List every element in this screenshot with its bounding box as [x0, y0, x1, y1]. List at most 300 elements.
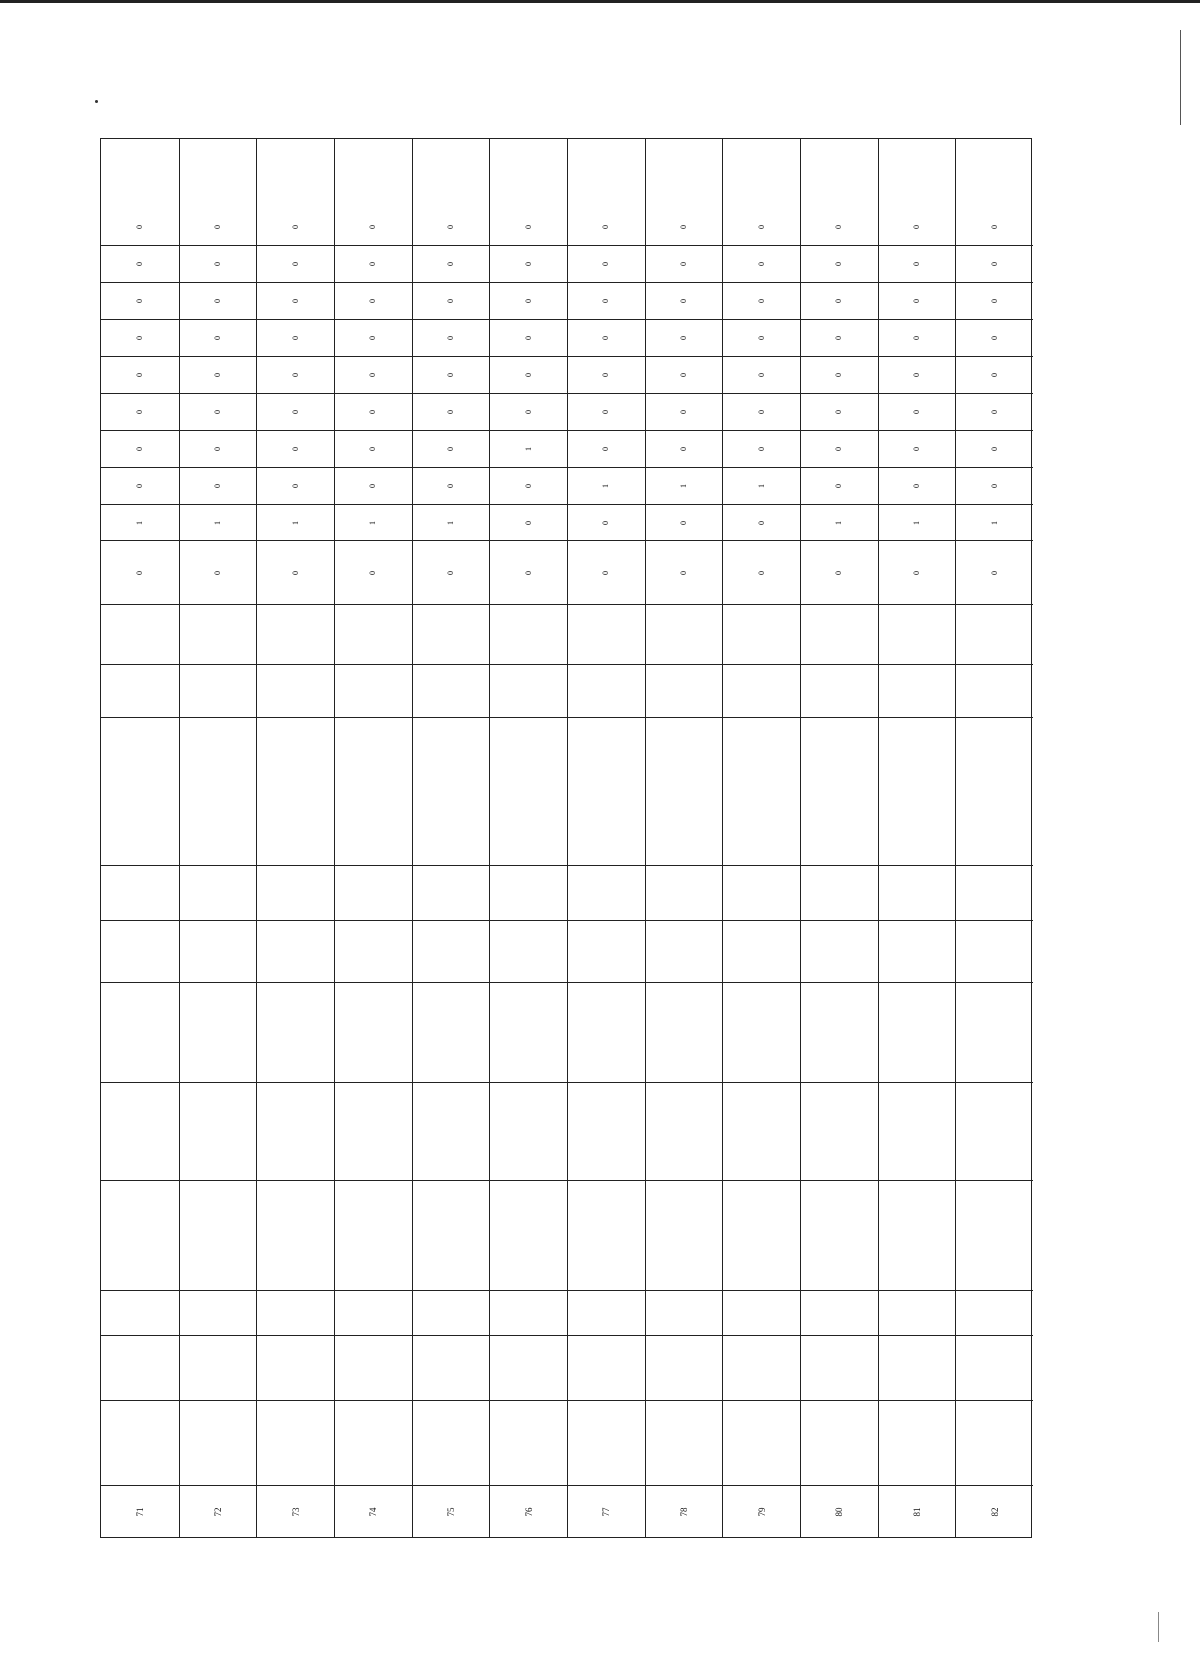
table-cell — [101, 540, 179, 604]
table-cell — [879, 1082, 956, 1180]
cell-text: 1 — [678, 484, 688, 488]
cell-text: 0 — [445, 570, 455, 575]
table-cell — [335, 1180, 412, 1290]
cell-text: 0 — [523, 299, 533, 303]
cell-text: 0 — [368, 447, 378, 451]
cell-text: 0 — [445, 262, 455, 266]
cell-text: 0 — [601, 410, 611, 414]
scan-bottom-mark — [1158, 1612, 1159, 1642]
cell-text: 0 — [134, 570, 144, 575]
table-cell — [180, 1400, 257, 1485]
table-cell — [879, 540, 956, 604]
table-cell — [490, 1335, 567, 1400]
table-cell — [646, 467, 723, 504]
table-cell — [101, 1290, 179, 1335]
cell-text: 0 — [601, 447, 611, 451]
cell-text: 0 — [368, 299, 378, 303]
table-cell — [335, 1082, 412, 1180]
table-cell — [646, 208, 723, 245]
table-cell — [257, 540, 334, 604]
cell-text: 0 — [290, 484, 300, 488]
table-cell — [335, 1485, 412, 1537]
table-cell — [879, 1485, 956, 1537]
table-cell — [413, 1335, 490, 1400]
table-cell — [879, 430, 956, 467]
cell-text: 0 — [678, 570, 688, 575]
table-cell — [879, 865, 956, 920]
cell-text: 0 — [134, 373, 144, 377]
cell-text: 0 — [445, 373, 455, 377]
table-cell — [490, 319, 567, 356]
cell-text: 0 — [989, 447, 999, 451]
cell-text: 0 — [678, 224, 688, 229]
cell-text: 0 — [911, 410, 921, 414]
table-cell — [801, 356, 878, 393]
cell-text: 0 — [290, 410, 300, 414]
cell-text: 1 — [368, 520, 378, 525]
table-cell — [101, 865, 179, 920]
table-cell — [801, 467, 878, 504]
table-cell — [257, 245, 334, 282]
table-cell — [335, 245, 412, 282]
table-cell — [180, 208, 257, 245]
table-cell — [568, 319, 645, 356]
cell-text: 0 — [290, 299, 300, 303]
table-cell — [956, 282, 1033, 319]
table-cell — [723, 504, 800, 540]
cell-text: 0 — [523, 262, 533, 266]
table-cell — [257, 1400, 334, 1485]
table-cell — [180, 319, 257, 356]
table-cell — [568, 540, 645, 604]
table-row — [878, 139, 956, 1537]
cell-text: 1 — [911, 520, 921, 525]
cell-text: 0 — [601, 224, 611, 229]
table-row — [256, 139, 334, 1537]
cell-text: 0 — [290, 224, 300, 229]
table-cell — [257, 393, 334, 430]
cell-text: 0 — [834, 373, 844, 377]
table-cell — [490, 920, 567, 982]
table-cell — [568, 1335, 645, 1400]
table-cell — [180, 504, 257, 540]
table-cell — [257, 1485, 334, 1537]
cell-text: 0 — [601, 570, 611, 575]
cell-text: 1 — [134, 520, 144, 525]
table-cell — [646, 319, 723, 356]
table-cell — [490, 1290, 567, 1335]
table-cell — [180, 982, 257, 1082]
table-cell — [180, 430, 257, 467]
table-cell — [180, 282, 257, 319]
table-cell — [879, 393, 956, 430]
cell-text: 0 — [290, 447, 300, 451]
cell-text: 0 — [989, 373, 999, 377]
cell-text: 0 — [834, 447, 844, 451]
table-cell — [335, 430, 412, 467]
table-cell — [723, 1485, 800, 1537]
table-cell — [646, 865, 723, 920]
table-cell — [956, 504, 1033, 540]
table-cell — [801, 1485, 878, 1537]
table-cell — [257, 664, 334, 717]
table-cell — [257, 1082, 334, 1180]
table-cell — [646, 282, 723, 319]
table-cell — [490, 504, 567, 540]
table-row — [955, 139, 1033, 1537]
table-cell — [801, 604, 878, 664]
table-cell — [413, 540, 490, 604]
cell-text: 0 — [445, 336, 455, 340]
table-cell — [801, 1400, 878, 1485]
table-cell — [180, 1485, 257, 1537]
table-cell — [646, 717, 723, 865]
table-cell — [646, 1290, 723, 1335]
table-cell — [879, 467, 956, 504]
cell-text: 0 — [834, 410, 844, 414]
table-row — [101, 139, 179, 1537]
cell-text: 0 — [445, 410, 455, 414]
cell-text: 1 — [523, 447, 533, 451]
table-cell — [568, 1290, 645, 1335]
table-row — [334, 139, 412, 1537]
table-cell — [879, 1400, 956, 1485]
table-cell — [413, 1485, 490, 1537]
table-cell — [956, 1335, 1033, 1400]
cell-text: 1 — [989, 520, 999, 525]
table-cell — [413, 865, 490, 920]
cell-text: 0 — [989, 570, 999, 575]
table-cell — [723, 1335, 800, 1400]
cell-text: 0 — [756, 299, 766, 303]
cell-text: 0 — [911, 224, 921, 229]
table-cell — [879, 319, 956, 356]
table-cell — [646, 245, 723, 282]
table-cell — [413, 1180, 490, 1290]
table-cell — [879, 1335, 956, 1400]
table-cell — [879, 1180, 956, 1290]
cell-text: 0 — [989, 262, 999, 266]
table-cell — [257, 467, 334, 504]
cell-text: 0 — [212, 570, 222, 575]
cell-text: 1 — [601, 484, 611, 488]
table-cell — [723, 717, 800, 865]
cell-text: 0 — [523, 520, 533, 525]
cell-text: 0 — [911, 262, 921, 266]
table-cell — [568, 1082, 645, 1180]
table-cell — [101, 467, 179, 504]
table-cell — [180, 245, 257, 282]
table-cell — [801, 245, 878, 282]
table-cell — [490, 208, 567, 245]
table-cell — [801, 664, 878, 717]
row-number: 82 — [989, 1507, 1000, 1516]
table-row — [179, 139, 257, 1537]
table-cell — [413, 920, 490, 982]
table-cell — [568, 1485, 645, 1537]
table-cell — [801, 393, 878, 430]
table-cell — [646, 1180, 723, 1290]
table-cell — [879, 604, 956, 664]
table-cell — [180, 393, 257, 430]
table-cell — [723, 540, 800, 604]
row-number: 79 — [756, 1507, 767, 1516]
cell-text: 0 — [368, 262, 378, 266]
table-cell — [180, 356, 257, 393]
table-row — [722, 139, 800, 1537]
table-cell — [101, 1082, 179, 1180]
table-cell — [180, 717, 257, 865]
table-cell — [801, 208, 878, 245]
table-cell — [956, 1485, 1033, 1537]
cell-text: 0 — [601, 262, 611, 266]
cell-text: 0 — [911, 373, 921, 377]
table-cell — [568, 982, 645, 1082]
rotated-data-table — [100, 138, 1032, 1538]
table-cell — [413, 282, 490, 319]
row-number: 78 — [678, 1507, 689, 1516]
table-cell — [956, 920, 1033, 982]
table-row — [800, 139, 878, 1537]
table-cell — [568, 208, 645, 245]
table-cell — [490, 1082, 567, 1180]
cell-text: 0 — [756, 570, 766, 575]
table-cell — [956, 356, 1033, 393]
cell-text: 0 — [212, 484, 222, 488]
cell-text: 0 — [368, 410, 378, 414]
table-cell — [413, 393, 490, 430]
table-cell — [413, 1290, 490, 1335]
cell-text: 0 — [445, 224, 455, 229]
table-cell — [101, 1335, 179, 1400]
table-cell — [335, 540, 412, 604]
table-cell — [801, 920, 878, 982]
cell-text: 0 — [134, 299, 144, 303]
table-cell — [956, 717, 1033, 865]
table-cell — [879, 504, 956, 540]
scan-speck — [95, 100, 98, 103]
table-cell — [257, 319, 334, 356]
cell-text: 0 — [212, 299, 222, 303]
cell-text: 0 — [290, 336, 300, 340]
table-cell — [101, 393, 179, 430]
cell-text: 0 — [911, 336, 921, 340]
table-cell — [879, 920, 956, 982]
table-cell — [723, 245, 800, 282]
table-cell — [413, 467, 490, 504]
table-cell — [568, 717, 645, 865]
table-cell — [723, 282, 800, 319]
table-cell — [257, 1335, 334, 1400]
table-cell — [257, 208, 334, 245]
cell-text: 0 — [212, 262, 222, 266]
table-cell — [490, 430, 567, 467]
table-cell — [413, 664, 490, 717]
cell-text: 0 — [134, 262, 144, 266]
cell-text: 0 — [368, 570, 378, 575]
table-cell — [257, 356, 334, 393]
table-cell — [801, 982, 878, 1082]
table-cell — [335, 467, 412, 504]
table-cell — [801, 717, 878, 865]
cell-text: 0 — [678, 299, 688, 303]
cell-text: 0 — [368, 373, 378, 377]
cell-text: 0 — [523, 224, 533, 229]
cell-text: 0 — [134, 410, 144, 414]
cell-text: 0 — [523, 336, 533, 340]
table-cell — [646, 430, 723, 467]
table-cell — [723, 1400, 800, 1485]
table-cell — [490, 1485, 567, 1537]
cell-text: 0 — [756, 447, 766, 451]
table-cell — [180, 865, 257, 920]
table-cell — [956, 393, 1033, 430]
table-cell — [879, 356, 956, 393]
table-cell — [801, 282, 878, 319]
table-cell — [257, 1290, 334, 1335]
table-cell — [490, 1400, 567, 1485]
row-number: 71 — [134, 1507, 145, 1516]
table-cell — [180, 664, 257, 717]
table-cell — [956, 319, 1033, 356]
table-cell — [101, 245, 179, 282]
table-cell — [956, 982, 1033, 1082]
table-cell — [723, 1082, 800, 1180]
table-cell — [646, 1485, 723, 1537]
table-cell — [257, 430, 334, 467]
table-cell — [646, 982, 723, 1082]
table-cell — [568, 920, 645, 982]
table-cell — [413, 1082, 490, 1180]
table-cell — [956, 430, 1033, 467]
cell-text: 0 — [445, 447, 455, 451]
cell-text: 0 — [756, 410, 766, 414]
row-number: 75 — [445, 1507, 456, 1516]
cell-text: 0 — [523, 570, 533, 575]
table-cell — [257, 282, 334, 319]
table-cell — [956, 208, 1033, 245]
table-cell — [646, 356, 723, 393]
cell-text: 0 — [601, 373, 611, 377]
table-cell — [413, 319, 490, 356]
table-cell — [180, 920, 257, 982]
cell-text: 0 — [134, 484, 144, 488]
table-cell — [646, 664, 723, 717]
cell-text: 0 — [834, 336, 844, 340]
cell-text: 0 — [445, 484, 455, 488]
table-cell — [180, 1180, 257, 1290]
table-cell — [101, 430, 179, 467]
table-cell — [257, 717, 334, 865]
table-cell — [101, 208, 179, 245]
table-cell — [335, 1400, 412, 1485]
table-cell — [956, 1400, 1033, 1485]
table-cell — [413, 430, 490, 467]
cell-text: 0 — [212, 447, 222, 451]
table-cell — [646, 920, 723, 982]
table-cell — [956, 467, 1033, 504]
table-row — [412, 139, 490, 1537]
table-cell — [257, 865, 334, 920]
table-cell — [335, 604, 412, 664]
table-cell — [568, 865, 645, 920]
table-cell — [723, 356, 800, 393]
cell-text: 0 — [678, 262, 688, 266]
table-cell — [879, 208, 956, 245]
cell-text: 0 — [523, 373, 533, 377]
cell-text: 0 — [756, 520, 766, 525]
table-cell — [646, 540, 723, 604]
cell-text: 1 — [834, 520, 844, 525]
table-cell — [490, 865, 567, 920]
cell-text: 1 — [445, 520, 455, 525]
table-cell — [879, 982, 956, 1082]
cell-text: 0 — [212, 410, 222, 414]
table-cell — [101, 1400, 179, 1485]
table-cell — [956, 865, 1033, 920]
table-cell — [101, 717, 179, 865]
cell-text: 0 — [834, 224, 844, 229]
cell-text: 0 — [290, 373, 300, 377]
table-cell — [801, 540, 878, 604]
row-number: 74 — [368, 1507, 379, 1516]
table-cell — [879, 717, 956, 865]
table-cell — [413, 604, 490, 664]
table-cell — [879, 245, 956, 282]
table-cell — [335, 664, 412, 717]
table-cell — [801, 319, 878, 356]
table-cell — [568, 504, 645, 540]
row-number: 76 — [523, 1507, 534, 1516]
cell-text: 0 — [212, 224, 222, 229]
table-cell — [101, 604, 179, 664]
table-cell — [490, 467, 567, 504]
table-cell — [413, 717, 490, 865]
table-cell — [413, 504, 490, 540]
table-cell — [180, 467, 257, 504]
cell-text: 0 — [834, 299, 844, 303]
table-cell — [490, 717, 567, 865]
table-cell — [257, 604, 334, 664]
table-cell — [335, 504, 412, 540]
table-cell — [490, 1180, 567, 1290]
cell-text: 1 — [290, 520, 300, 525]
table-cell — [646, 604, 723, 664]
table-cell — [568, 1180, 645, 1290]
cell-text: 0 — [368, 336, 378, 340]
table-cell — [413, 356, 490, 393]
table-cell — [568, 1400, 645, 1485]
table-cell — [956, 245, 1033, 282]
table-cell — [723, 920, 800, 982]
table-cell — [490, 356, 567, 393]
table-cell — [956, 540, 1033, 604]
table-cell — [101, 1180, 179, 1290]
table-cell — [257, 1180, 334, 1290]
table-cell — [956, 1180, 1033, 1290]
table-cell — [723, 1290, 800, 1335]
row-number: 73 — [290, 1507, 301, 1516]
table-cell — [490, 604, 567, 664]
table-cell — [413, 208, 490, 245]
scan-top-edge — [0, 0, 1200, 3]
table-cell — [723, 208, 800, 245]
row-number: 72 — [212, 1507, 223, 1516]
table-cell — [335, 717, 412, 865]
table-row — [645, 139, 723, 1537]
cell-text: 0 — [756, 373, 766, 377]
cell-text: 0 — [911, 570, 921, 575]
